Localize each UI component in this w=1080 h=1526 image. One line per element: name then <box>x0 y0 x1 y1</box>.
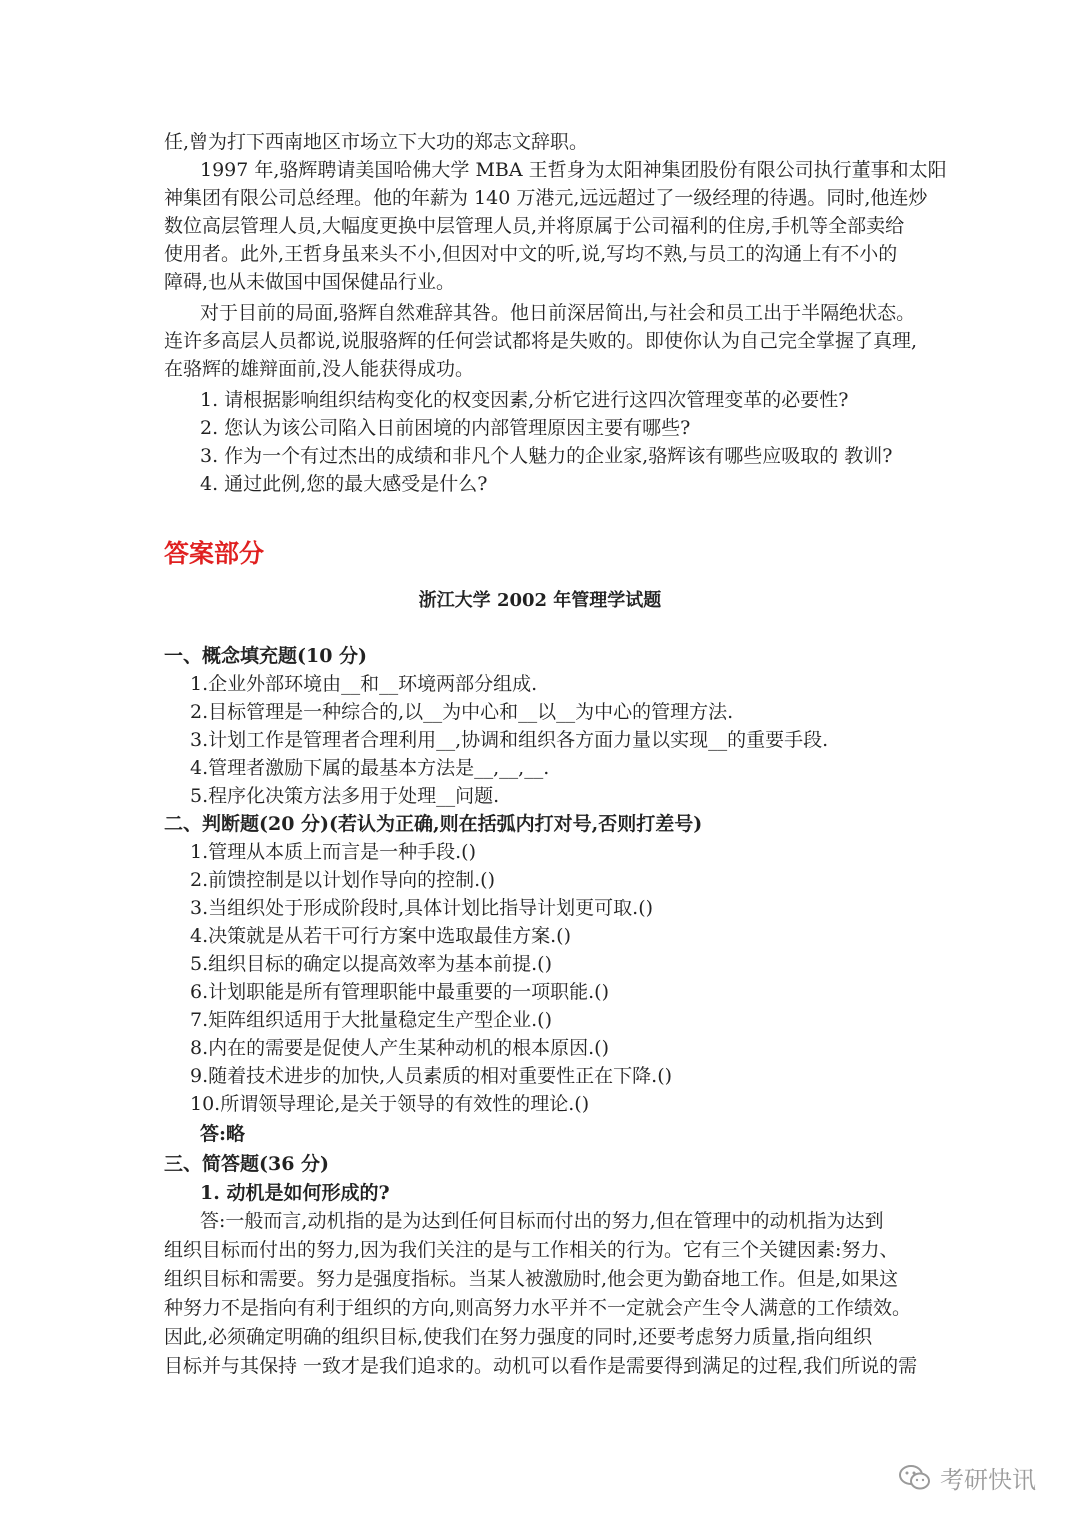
judge-item: 4.决策就是从若干可行方案中选取最佳方案.() <box>190 925 571 947</box>
answer-line: 因此,必须确定明确的组织目标,使我们在努力强度的同时,还要考虑努力质量,指向组织 <box>164 1326 873 1348</box>
answer-heading: 答案部分 <box>164 539 265 568</box>
section-heading: 一、概念填充题(10 分) <box>164 645 368 667</box>
section-heading: 二、判断题(20 分)(若认为正确,则在括弧内打对号,否则打差号) <box>164 813 703 835</box>
case-text-line: 使用者。此外,王哲身虽来头不小,但因对中文的听,说,写均不熟,与员工的沟通上有不小的 <box>164 243 898 265</box>
case-text-line: 对于目前的局面,骆辉自然难辞其咎。他日前深居简出,与社会和员工出于半隔绝状态。 <box>200 302 916 324</box>
answer-line: 组织目标和需要。努力是强度指标。当某人被激励时,他会更为勤奋地工作。但是,如果这 <box>164 1268 899 1290</box>
judge-item: 8.内在的需要是促使人产生某种动机的根本原因.() <box>190 1037 609 1059</box>
judge-item: 5.组织目标的确定以提高效率为基本前提.() <box>190 953 552 975</box>
watermark-text: 考研快讯 <box>940 1466 1036 1494</box>
judge-item: 7.矩阵组织适用于大批量稳定生产型企业.() <box>190 1009 552 1031</box>
case-text-line: 连许多高层人员都说,说服骆辉的任何尝试都将是失败的。即使你认为自己完全掌握了真理, <box>164 330 918 352</box>
answer-line: 目标并与其保持 一致才是我们追求的。动机可以看作是需要得到满足的过程,我们所说的需 <box>164 1355 918 1377</box>
fill-item: 4.管理者激励下属的最基本方法是__,__,__. <box>190 757 550 779</box>
watermark <box>898 1460 1036 1495</box>
judge-item: 1.管理从本质上而言是一种手段.() <box>190 841 476 863</box>
fill-item: 1.企业外部环境由__和__环境两部分组成. <box>190 673 538 695</box>
case-text-line: 在骆辉的雄辩面前,没人能获得成功。 <box>164 358 475 380</box>
fill-item: 2.目标管理是一种综合的,以__为中心和__以__为中心的管理方法. <box>190 701 734 723</box>
answer-line: 答:一般而言,动机指的是为达到任何目标而付出的努力,但在管理中的动机指为达到 <box>200 1210 884 1232</box>
short-question: 1. 动机是如何形成的? <box>200 1182 390 1204</box>
case-question: 3. 作为一个有过杰出的成绩和非凡个人魅力的企业家,骆辉该有哪些应吸取的 教训? <box>200 445 893 467</box>
judge-item: 3.当组织处于形成阶段时,具体计划比指导计划更可取.() <box>190 897 654 919</box>
case-question: 1. 请根据影响组织结构变化的权变因素,分析它进行这四次管理变革的必要性? <box>200 389 849 411</box>
wechat-icon <box>898 1463 932 1493</box>
case-question: 4. 通过此例,您的最大感受是什么? <box>200 473 488 495</box>
section-answer: 答:略 <box>200 1123 246 1145</box>
answer-line: 组织目标而付出的努力,因为我们关注的是与工作相关的行为。它有三个关键因素:努力、 <box>164 1239 899 1261</box>
case-text-line: 障碍,也从未做国中国保健品行业。 <box>164 271 456 293</box>
answer-line: 种努力不是指向有利于组织的方向,则高努力水平并不一定就会产生令人满意的工作绩效。 <box>164 1297 912 1319</box>
case-text-line: 数位高层管理人员,大幅度更换中层管理人员,并将原属于公司福利的住房,手机等全部卖给 <box>164 215 905 237</box>
judge-item: 9.随着技术进步的加快,人员素质的相对重要性正在下降.() <box>190 1065 673 1087</box>
fill-item: 5.程序化决策方法多用于处理__问题. <box>190 785 500 807</box>
case-text-line: 神集团有限公司总经理。他的年薪为 140 万港元,远远超过了一级经理的待遇。同时,他连炒 <box>164 187 928 209</box>
exam-title: 浙江大学 2002 年管理学试题 <box>418 590 662 611</box>
judge-item: 6.计划职能是所有管理职能中最重要的一项职能.() <box>190 981 609 1003</box>
judge-item: 10.所谓领导理论,是关于领导的有效性的理论.() <box>190 1093 590 1115</box>
case-text-line: 1997 年,骆辉聘请美国哈佛大学 MBA 王哲身为太阳神集团股份有限公司执行董事和太阳 <box>200 159 947 181</box>
judge-item: 2.前馈控制是以计划作导向的控制.() <box>190 869 495 891</box>
case-text-line: 任,曾为打下西南地区市场立下大功的郑志文辞职。 <box>164 131 589 153</box>
case-question: 2. 您认为该公司陷入日前困境的内部管理原因主要有哪些? <box>200 417 691 439</box>
fill-item: 3.计划工作是管理者合理利用__,协调和组织各方面力量以实现__的重要手段. <box>190 729 829 751</box>
section-heading: 三、简答题(36 分) <box>164 1153 330 1175</box>
